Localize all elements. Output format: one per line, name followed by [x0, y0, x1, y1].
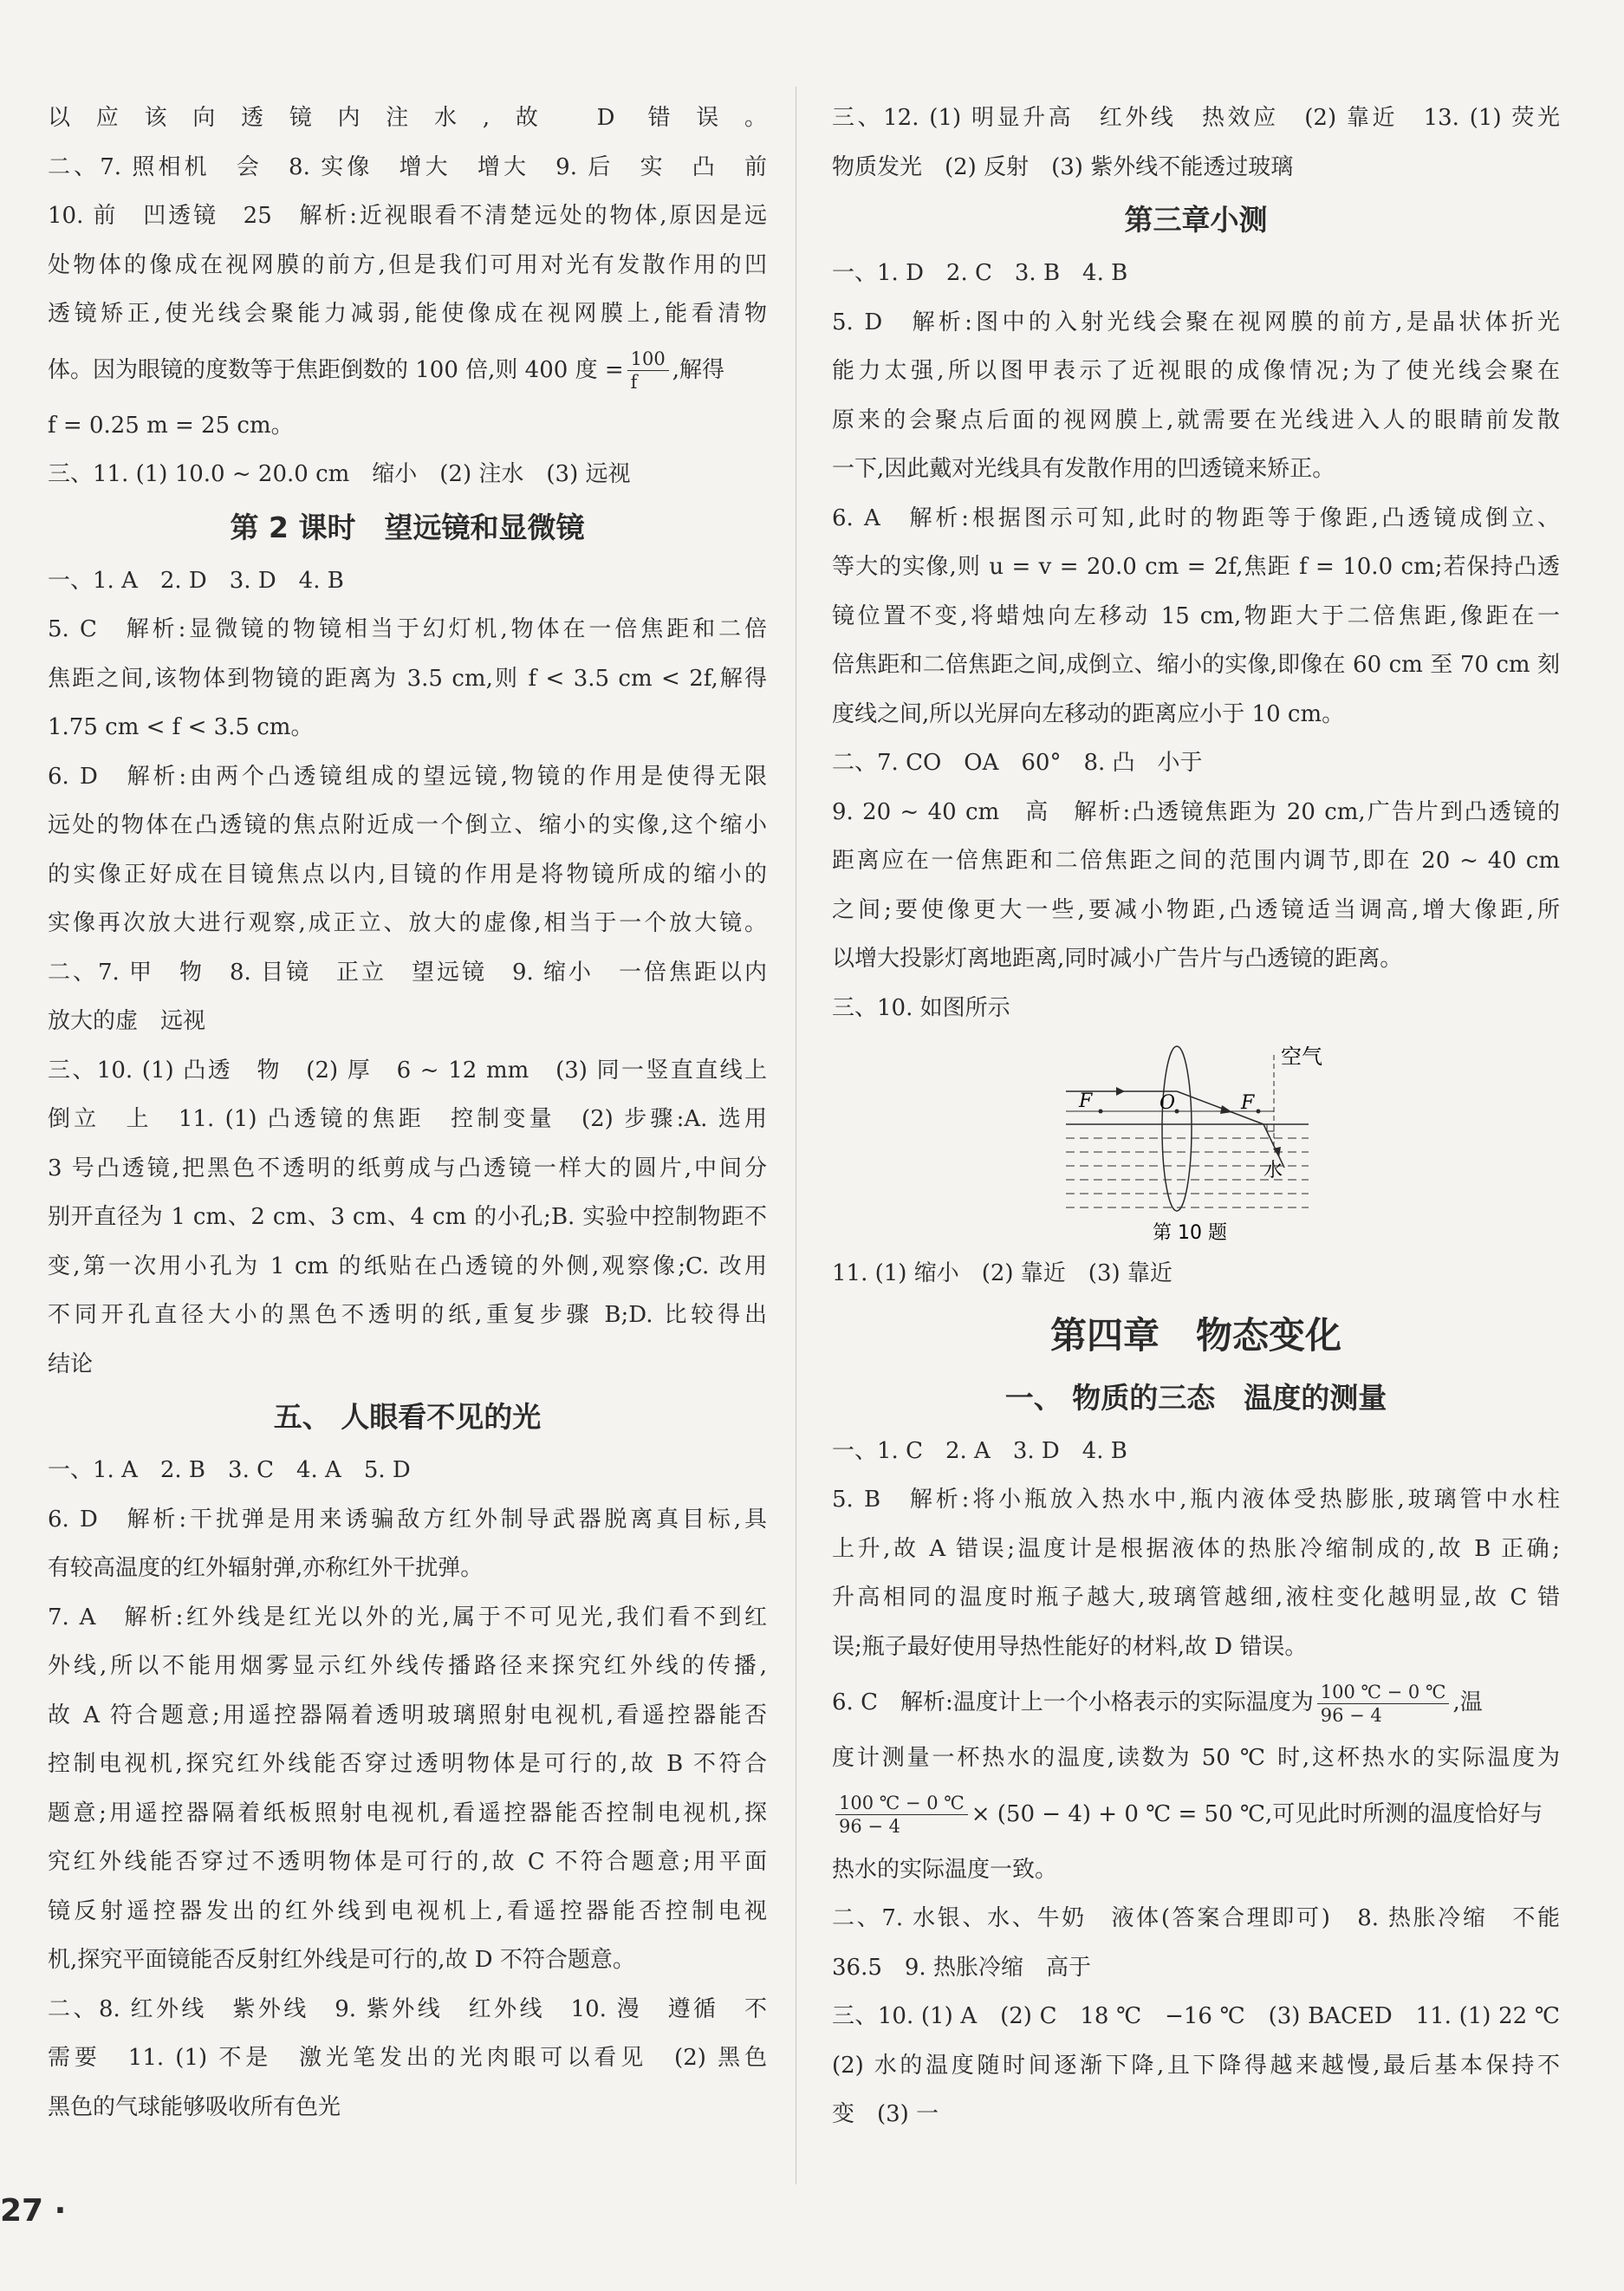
section-heading: 五、 人眼看不见的光 [273, 1400, 542, 1434]
left-block1 [48, 94, 767, 339]
text-line: 远处的物体在凸透镜的焦点附近成一个倒立、缩小的实像,这个缩小 [48, 812, 767, 838]
text-line: 7. A 解析:红外线是红光以外的光,属于不可见光,我们看不到红 [48, 1604, 767, 1630]
text-line: 5. D 解析:图中的入射光线会聚在视网膜的前方,是晶状体折光 [832, 309, 1560, 335]
text-line: 不同开孔直径大小的黑色不透明的纸,重复步骤 B;D. 比较得出 [48, 1302, 767, 1328]
text-line: 镜反射遥控器发出的红外线到电视机上,看遥控器能否控制电视 [48, 1897, 767, 1924]
text-line: 二、7. 照相机 会 8. 实像 增大 增大 9. 后 实 凸 前 [48, 153, 767, 180]
text-line: 物质发光 (2) 反射 (3) 紫外线不能透过玻璃 [832, 153, 1294, 180]
text-line: 倍焦距和二倍焦距之间,成倒立、缩小的实像,即像在 60 cm 至 70 cm 刻 [832, 652, 1560, 678]
text-line: 三、12. (1) 明显升高 红外线 热效应 (2) 靠近 13. (1) 荧光 [832, 105, 1560, 131]
fraction-denominator: 96 − 4 [839, 1816, 901, 1837]
text-line: 一、1. D 2. C 3. B 4. B [832, 260, 1128, 286]
eq-after: ,温 [1452, 1689, 1483, 1715]
text-line: 机,探究平面镜能否反射红外线是可行的,故 D 不符合题意。 [48, 1947, 635, 1973]
fraction-numerator: 100 [627, 348, 669, 371]
right-angle-mark [1267, 1124, 1274, 1131]
text-line: 处物体的像成在视网膜的前方,但是我们可用对光有发散作用的凹 [48, 251, 767, 278]
convex-lens [1162, 1046, 1192, 1211]
label-air: 空气 [1281, 1045, 1322, 1069]
section-heading: 一、 物质的三态 温度的测量 [1004, 1380, 1387, 1415]
focus-dot [1099, 1110, 1103, 1114]
right-block5 [832, 1845, 1560, 2139]
text-line: 度线之间,所以光屏向左移动的距离应小于 10 cm。 [832, 700, 1345, 727]
text-line: 二、7. CO OA 60° 8. 凸 小于 [832, 750, 1203, 776]
text-line: 能力太强,所以图甲表示了近视眼的成像情况;为了使光线会聚在 [832, 358, 1560, 384]
text-line: 三、10. (1) A (2) C 18 ℃ −16 ℃ (3) BACED 11. (1) 22 ℃ [832, 2003, 1560, 2029]
text-line: 外线,所以不能用烟雾显示红外线传播路径来探究红外线的传播, [48, 1653, 767, 1679]
eq-after: ,解得 [672, 356, 724, 383]
equation-line [48, 339, 767, 401]
right-block2 [832, 249, 1560, 1032]
figure-caption: 第 10 题 [1153, 1222, 1227, 1244]
text-line: 误;瓶子最好使用导热性能好的材料,故 D 错误。 [832, 1633, 1308, 1660]
eq-before: 6. C 解析:温度计上一个小格表示的实际温度为 [832, 1689, 1314, 1715]
text-line: 一、1. A 2. B 3. C 4. A 5. D [48, 1457, 411, 1483]
label-F1: F [1079, 1090, 1093, 1112]
equation-line [832, 1783, 1560, 1845]
text-line: 变 (3) 一 [832, 2101, 939, 2127]
eq-before: 体。因为眼镜的度数等于焦距倒数的 100 倍,则 400 度 = [48, 356, 624, 383]
label-F2: F [1241, 1092, 1255, 1114]
fraction-denominator: f [630, 372, 638, 393]
text-line: 有较高温度的红外辐射弹,亦称红外干扰弹。 [48, 1555, 484, 1581]
text-line: 二、7. 水银、水、牛奶 液体(答案合理即可) 8. 热胀冷缩 不能 [832, 1905, 1560, 1931]
text-line: 5. B 解析:将小瓶放入热水中,瓶内液体受热膨胀,玻璃管中水柱 [832, 1487, 1560, 1513]
section-heading: 第 2 课时 望远镜和显微镜 [230, 510, 585, 544]
text-line: 之间;要使像更大一些,要减小物距,凸透镜适当调高,增大像距,所 [832, 896, 1560, 923]
text-line: (2) 水的温度随时间逐渐下降,且下降得越来越慢,最后基本保持不 [832, 2052, 1560, 2079]
focus-dot [1257, 1110, 1261, 1114]
page-number: 27 · [0, 2193, 67, 2229]
text-line: 升高相同的温度时瓶子越大,玻璃管越细,液柱变化越明显,故 C 错 [832, 1585, 1560, 1611]
text-line: 二、8. 红外线 紫外线 9. 紫外线 红外线 10. 漫 遵循 不 [48, 1995, 767, 2022]
figure-svg [1049, 1038, 1343, 1246]
text-line: f = 0.25 m = 25 cm。 [48, 412, 294, 439]
text-line: 36.5 9. 热胀冷缩 高于 [832, 1954, 1091, 1981]
text-line: 究红外线能否穿过不透明物体是可行的,故 C 不符合题意;用平面 [48, 1849, 767, 1875]
text-line: 6. D 解析:由两个凸透镜组成的望远镜,物镜的作用是使得无限 [48, 763, 767, 790]
text-line: 1.75 cm < f < 3.5 cm。 [48, 714, 314, 740]
fraction [1317, 1681, 1450, 1727]
label-O: O [1160, 1092, 1176, 1114]
text-line: 二、7. 甲 物 8. 目镜 正立 望远镜 9. 缩小 一倍焦距以内 [48, 959, 767, 986]
text-line: 10. 前 凹透镜 25 解析:近视眼看不清楚远处的物体,原因是远 [48, 203, 767, 229]
text-line: 别开直径为 1 cm、2 cm、3 cm、4 cm 的小孔;B. 实验中控制物距不 [48, 1204, 767, 1230]
text-line: 实像再次放大进行观察,成正立、放大的虚像,相当于一个放大镜。 [48, 910, 767, 936]
fraction-numerator: 100 ℃ − 0 ℃ [835, 1792, 968, 1815]
text-line: 变,第一次用小孔为 1 cm 的纸贴在凸透镜的外侧,观察像;C. 改用 [48, 1253, 767, 1279]
optical-center-dot [1175, 1110, 1179, 1114]
text-line: 以增大投影灯离地距离,同时减小广告片与凸透镜的距离。 [832, 946, 1403, 972]
text-line: 黑色的气球能够吸收所有色光 [48, 2093, 341, 2120]
text-line: 原来的会聚点后面的视网膜上,就需要在光线进入人的眼睛前发散 [832, 407, 1560, 433]
text-line: 三、11. (1) 10.0 ~ 20.0 cm 缩小 (2) 注水 (3) 远视 [48, 461, 631, 487]
text-line: 3 号凸透镜,把黑色不透明的纸剪成与凸透镜一样大的圆片,中间分 [48, 1155, 767, 1181]
text-line: 上升,故 A 错误;温度计是根据液体的热胀冷缩制成的,故 B 正确; [832, 1535, 1560, 1562]
arrow-icon [1116, 1087, 1125, 1096]
fraction [835, 1792, 968, 1838]
text-line: 5. C 解析:显微镜的物镜相当于幻灯机,物体在一倍焦距和二倍 [48, 616, 767, 642]
text-line: 需要 11. (1) 不是 激光笔发出的光肉眼可以看见 (2) 黑色 [48, 2045, 767, 2071]
text-line: 三、10. (1) 凸透 物 (2) 厚 6 ~ 12 mm (3) 同一竖直直线上 [48, 1057, 767, 1084]
text-line: 一、1. A 2. D 3. D 4. B [48, 567, 344, 594]
equation-line [832, 1671, 1560, 1734]
text-line: 焦距之间,该物体到物镜的距离为 3.5 cm,则 f < 3.5 cm < 2f,解得 [48, 665, 767, 692]
eq-after: × (50 − 4) + 0 ℃ = 50 ℃,可见此时所测的温度恰好与 [971, 1800, 1543, 1827]
text-line: 倒立 上 11. (1) 凸透镜的焦距 控制变量 (2) 步骤:A. 选用 [48, 1106, 767, 1132]
left-block4 [48, 1446, 767, 2132]
label-water: 水 [1263, 1160, 1283, 1181]
text-line: 题意;用遥控器隔着纸板照射电视机,看遥控器能否控制电视机,探 [48, 1800, 767, 1826]
fraction-numerator: 100 ℃ − 0 ℃ [1317, 1681, 1450, 1704]
section-heading: 第三章小测 [1124, 203, 1268, 237]
text-line: 镜位置不变,将蜡烛向左移动 15 cm,物距大于二倍焦距,像距在一 [832, 602, 1560, 629]
chapter-title: 第四章 物态变化 [1049, 1313, 1341, 1357]
text-line: 6. A 解析:根据图示可知,此时的物距等于像距,凸透镜成倒立、 [832, 504, 1560, 531]
text-line: 结论 [48, 1351, 94, 1377]
text-line: 一下,因此戴对光线具有发散作用的凹透镜来矫正。 [832, 456, 1335, 482]
text-line: 11. (1) 缩小 (2) 靠近 (3) 靠近 [832, 1260, 1173, 1286]
text-line: 热水的实际温度一致。 [832, 1856, 1058, 1883]
lens-refraction-figure [832, 1038, 1560, 1246]
text-line: 距离应在一倍焦距和二倍焦距之间的范围内调节,即在 20 ~ 40 cm [832, 848, 1560, 874]
text-line: 9. 20 ~ 40 cm 高 解析:凸透镜焦距为 20 cm,广告片到凸透镜的 [832, 798, 1560, 825]
text-line: 放大的虚 远视 [48, 1008, 206, 1034]
fraction [627, 348, 669, 394]
text-line: 以应该向透镜内注水,故 D 错误。 [48, 105, 767, 131]
right-block4 [832, 1427, 1560, 1672]
text-line: 透镜矫正,使光线会聚能力减弱,能使像成在视网膜上,能看清物 [48, 301, 767, 327]
text-line: 三、10. 如图所示 [832, 994, 1010, 1021]
text-line: 的实像正好成在目镜焦点以内,目镜的作用是将物镜所成的缩小的 [48, 861, 767, 888]
text-line: 度计测量一杯热水的温度,读数为 50 ℃ 时,这杯热水的实际温度为 [832, 1745, 1560, 1771]
fraction-denominator: 96 − 4 [1320, 1704, 1382, 1726]
right-column [832, 94, 1560, 2139]
text-line: 一、1. C 2. A 3. D 4. B [832, 1437, 1127, 1464]
left-column [48, 94, 767, 2132]
text-line: 6. D 解析:干扰弹是用来诱骗敌方红外制导武器脱离真目标,具 [48, 1506, 767, 1533]
left-block3 [48, 556, 767, 1390]
arrow-icon [1220, 1105, 1232, 1114]
text-line: 等大的实像,则 u = v = 20.0 cm = 2f,焦距 f = 10.0 cm;若保持凸透 [832, 554, 1560, 580]
text-line: 控制电视机,探究红外线能否穿过透明物体是可行的,故 B 不符合 [48, 1751, 767, 1777]
text-line: 故 A 符合题意;用遥控器隔着透明玻璃照射电视机,看遥控器能否 [48, 1702, 767, 1728]
